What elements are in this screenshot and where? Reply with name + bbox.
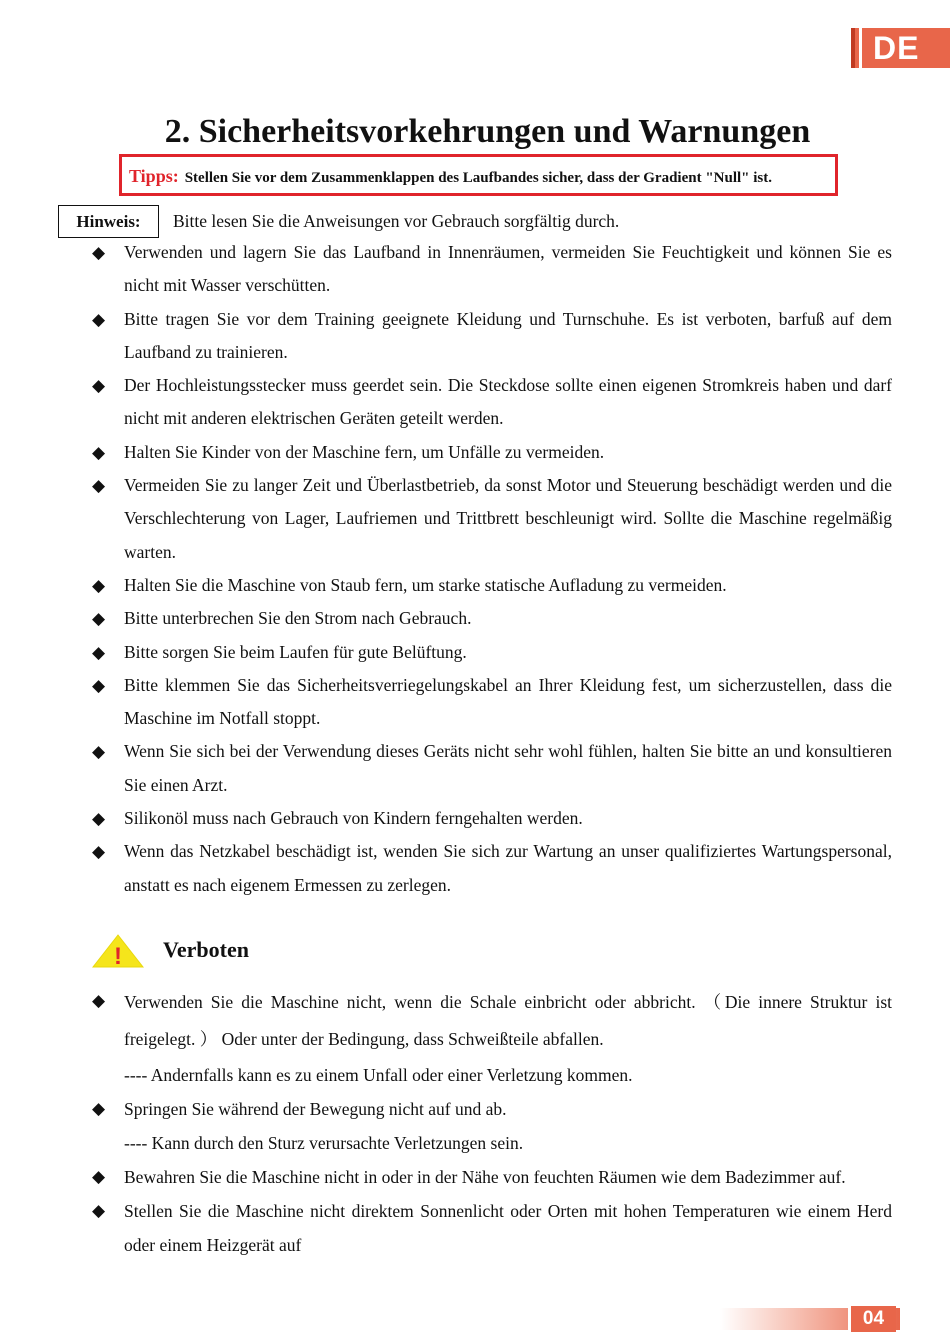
page-title: 2. Sicherheitsvorkehrungen und Warnungen bbox=[164, 113, 811, 150]
diamond-bullet-icon: ◆ bbox=[92, 575, 106, 595]
diamond-bullet-icon: ◆ bbox=[92, 476, 106, 496]
list-item: ◆ Bitte unterbrechen Sie den Strom nach Gebrauch. bbox=[92, 602, 892, 635]
tips-text: Stellen Sie vor dem Zusammenklappen des Laufbandes sicher, dass der Gradient "Null" ist. bbox=[184, 170, 772, 186]
diamond-bullet-icon: ◆ bbox=[92, 642, 106, 662]
hinweis-label: Hinweis: bbox=[58, 205, 159, 238]
item-note: ---- Kann durch den Sturz verursachte Verletzungen sein. bbox=[124, 1133, 524, 1153]
list-item: ◆ Wenn das Netzkabel beschädigt ist, wenden Sie sich zur Wartung an unser qualifiziertes Wartungspersonal, anstatt es nach eigenem Ermessen zu zerlegen. bbox=[92, 835, 892, 902]
precautions-list bbox=[92, 236, 892, 902]
diamond-bullet-icon: ◆ bbox=[92, 1167, 106, 1186]
list-item: ◆ Springen Sie während der Bewegung nicht auf und ab. ---- Kann durch den Sturz verursachte Verletzungen sein. bbox=[92, 1092, 892, 1160]
diamond-bullet-icon: ◆ bbox=[92, 309, 106, 329]
list-item: ◆ Vermeiden Sie zu langer Zeit und Überlastbetrieb, da sonst Motor und Steuerung beschädigt werden und die Verschlechterung von Lager, Laufriemen und Trittbrett beschleunigt wird. Sollte die Maschine regelmäßig warten. bbox=[92, 469, 892, 569]
list-item: ◆ Der Hochleistungsstecker muss geerdet sein. Die Steckdose sollte einen eigenen Stromkreis haben und darf nicht mit anderen elektrischen Geräten geteilt werden. bbox=[92, 369, 892, 436]
tips-label: Tipps: bbox=[129, 166, 179, 186]
diamond-bullet-icon: ◆ bbox=[92, 675, 106, 695]
hinweis-text: Bitte lesen Sie die Anweisungen vor Gebrauch sorgfältig durch. bbox=[173, 211, 620, 231]
diamond-bullet-icon: ◆ bbox=[92, 742, 106, 762]
list-item: ◆ Verwenden Sie die Maschine nicht, wenn die Schale einbricht oder abbricht. （Die innere Struktur ist freigelegt. ） Oder unter der Bedingung, dass Schweißteile abfallen. ---- Andernfalls kann es zu einem Unfall oder einer Verletzung kommen. bbox=[92, 984, 892, 1092]
list-item: ◆ Bitte sorgen Sie beim Laufen für gute Belüftung. bbox=[92, 636, 892, 669]
diamond-bullet-icon: ◆ bbox=[92, 442, 106, 462]
warning-mark: ! bbox=[114, 943, 122, 968]
diamond-bullet-icon: ◆ bbox=[92, 376, 106, 396]
language-badge: DE bbox=[851, 28, 950, 68]
list-item: ◆ Halten Sie die Maschine von Staub fern, um starke statische Aufladung zu vermeiden. bbox=[92, 569, 892, 602]
warning-triangle-icon bbox=[92, 934, 144, 968]
page-number: 04 bbox=[848, 1306, 896, 1332]
list-item: ◆ Bitte klemmen Sie das Sicherheitsverriegelungskabel an Ihrer Kleidung fest, um sicherzustellen, dass die Maschine im Notfall stoppt. bbox=[92, 669, 892, 736]
diamond-bullet-icon: ◆ bbox=[92, 1099, 106, 1118]
diamond-bullet-icon: ◆ bbox=[92, 809, 106, 829]
diamond-bullet-icon: ◆ bbox=[92, 1201, 106, 1220]
list-item: ◆ Wenn Sie sich bei der Verwendung dieses Geräts nicht sehr wohl fühlen, halten Sie bitte an und konsultieren Sie einen Arzt. bbox=[92, 735, 892, 802]
list-item: ◆ Bitte tragen Sie vor dem Training geeignete Kleidung und Turnschuhe. Es ist verboten, barfuß auf dem Laufband zu trainieren. bbox=[92, 303, 892, 370]
diamond-bullet-icon: ◆ bbox=[92, 609, 106, 629]
list-item: ◆ Silikonöl muss nach Gebrauch von Kindern ferngehalten werden. bbox=[92, 802, 892, 835]
list-item: ◆ Verwenden und lagern Sie das Laufband in Innenräumen, vermeiden Sie Feuchtigkeit und können Sie es nicht mit Wasser verschütten. bbox=[92, 236, 892, 303]
forbidden-list bbox=[92, 984, 892, 1262]
section-title: Verboten bbox=[163, 937, 249, 962]
list-item: ◆ Bewahren Sie die Maschine nicht in oder in der Nähe von feuchten Räumen wie dem Badezimmer auf. bbox=[92, 1160, 892, 1194]
diamond-bullet-icon: ◆ bbox=[92, 991, 106, 1010]
diamond-bullet-icon: ◆ bbox=[92, 243, 106, 262]
tips-box bbox=[119, 154, 838, 196]
diamond-bullet-icon: ◆ bbox=[92, 842, 106, 862]
list-item: ◆ Halten Sie Kinder von der Maschine fern, um Unfälle zu vermeiden. bbox=[92, 436, 892, 469]
item-note: ---- Andernfalls kann es zu einem Unfall oder einer Verletzung kommen. bbox=[124, 1065, 633, 1085]
list-item: ◆ Stellen Sie die Maschine nicht direktem Sonnenlicht oder Orten mit hohen Temperaturen wie einem Herd oder einem Heizgerät auf bbox=[92, 1194, 892, 1262]
